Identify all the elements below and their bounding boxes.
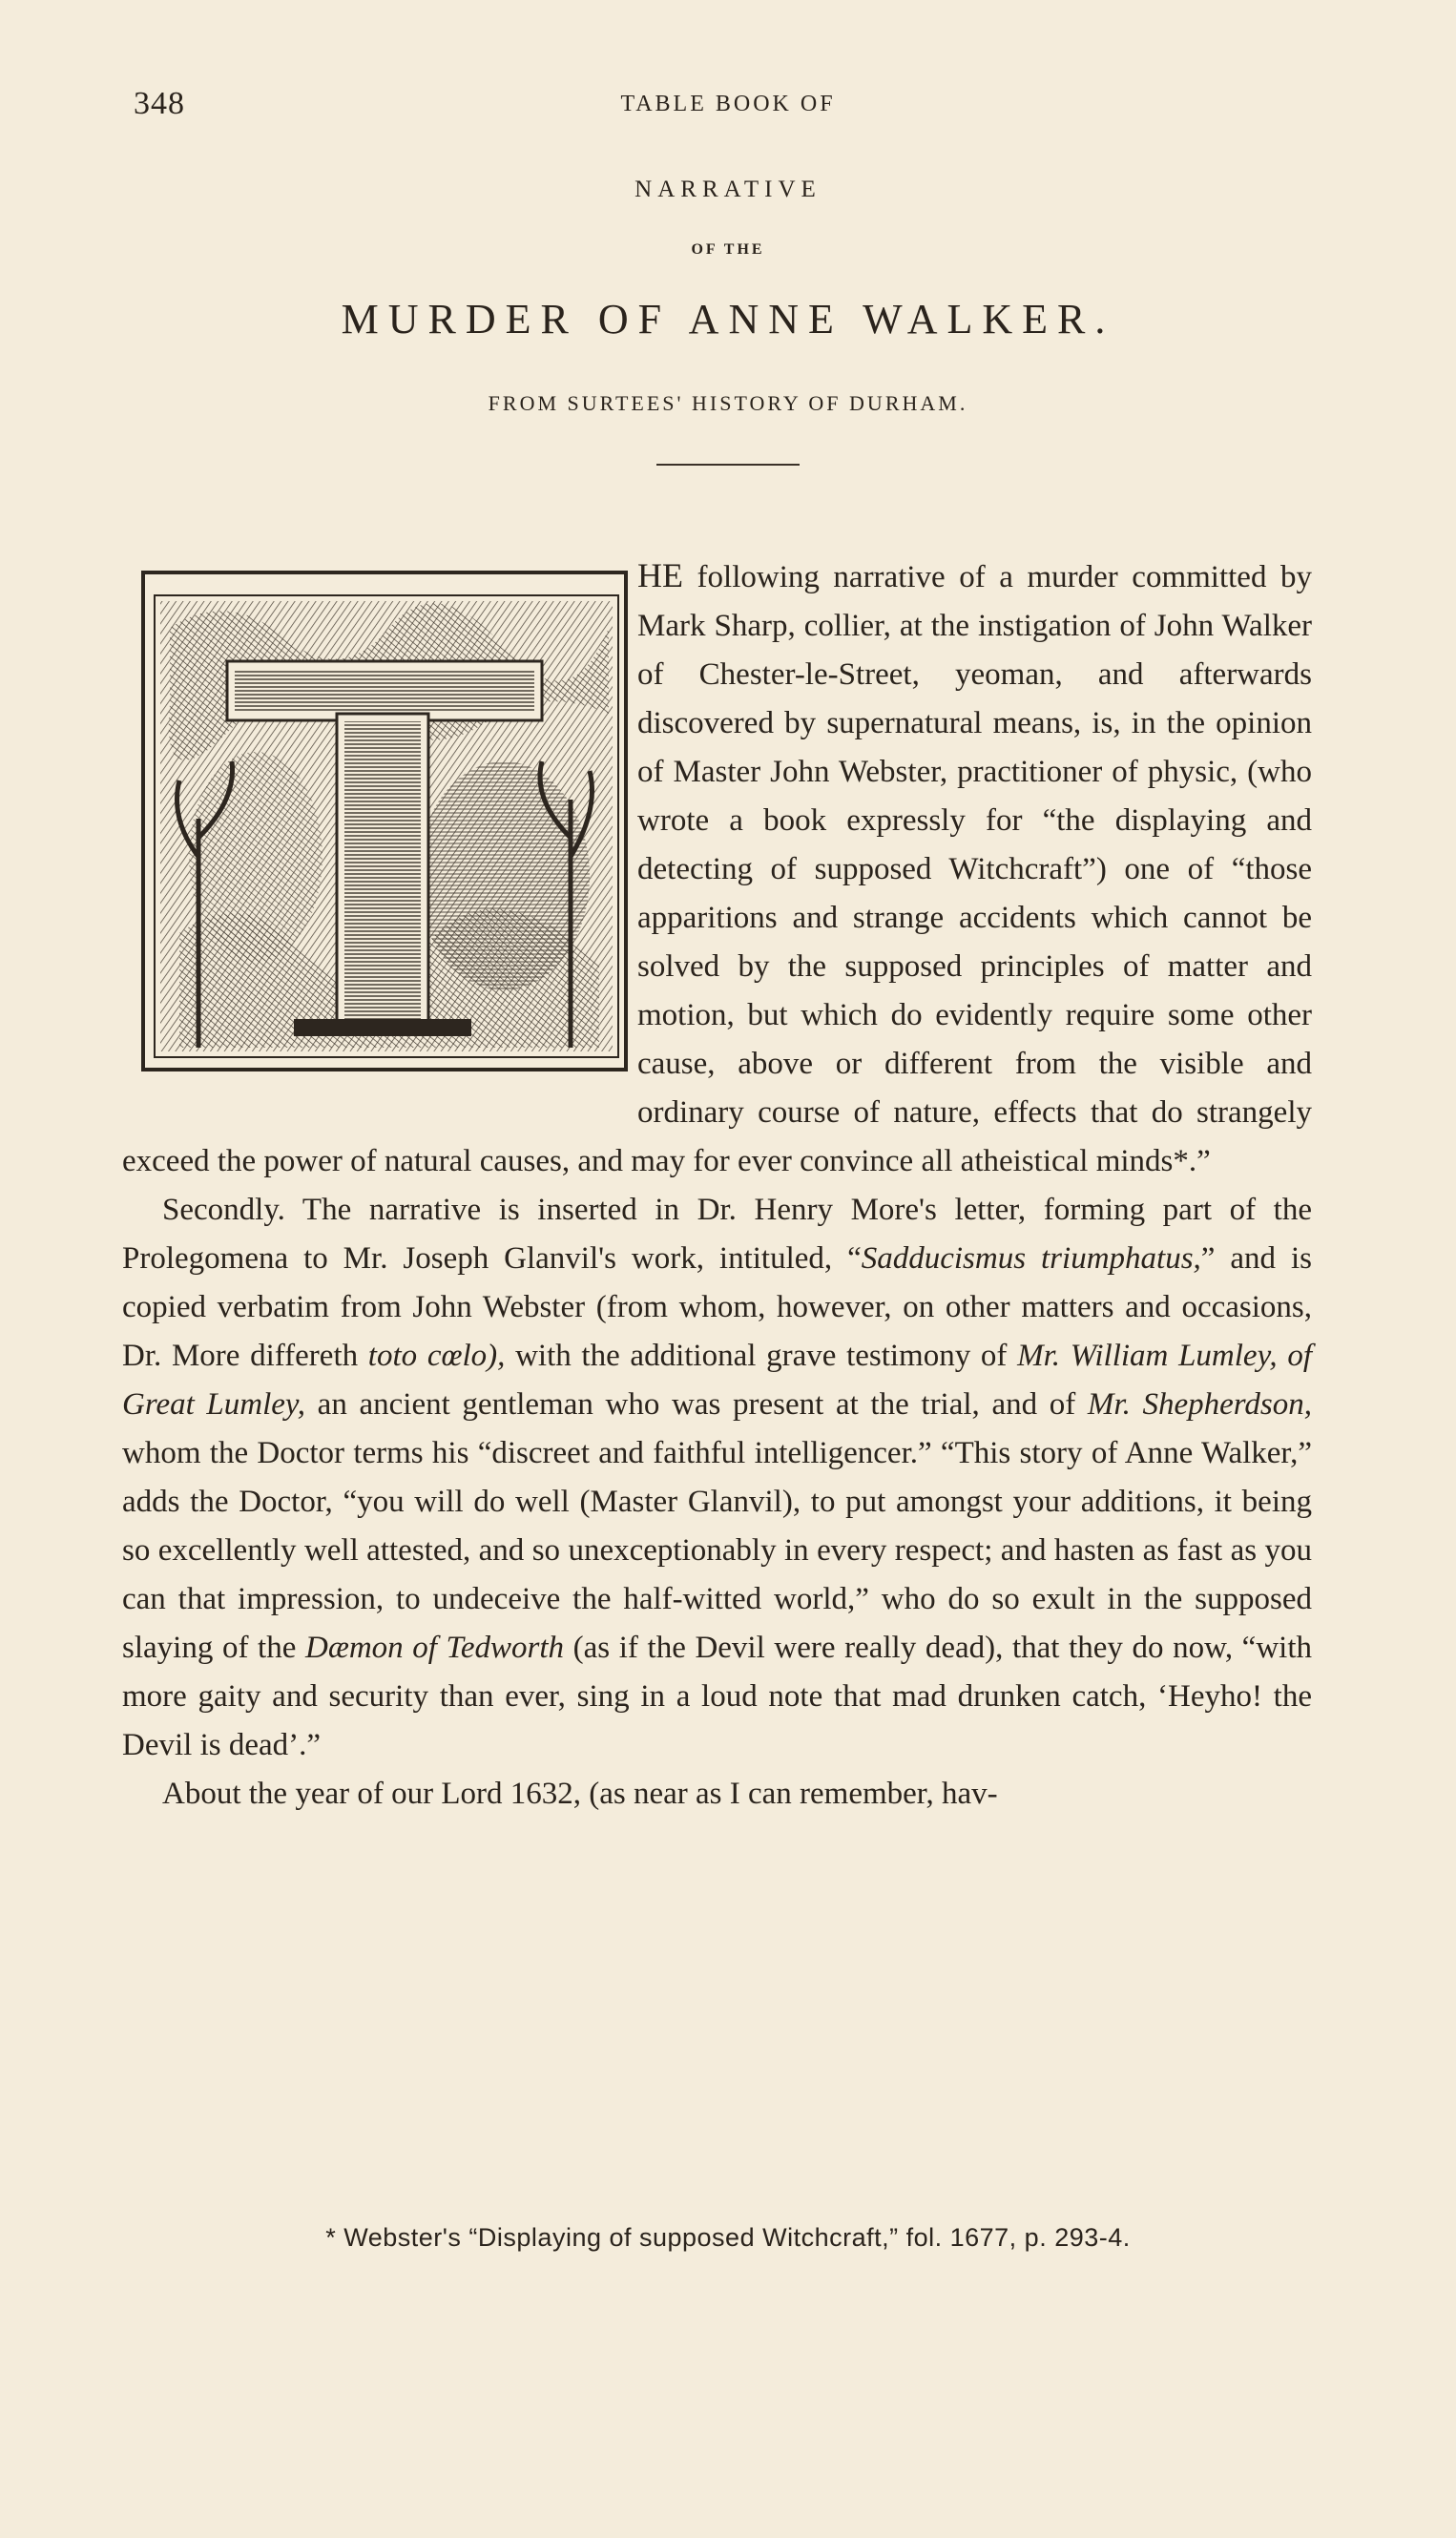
paragraph-1-text: following narrative of a murder committed by Mark Sharp, collier, at the instigation of John Walker of Chester-le-Street, yeoman, and afterwards discovered by supernatural means, is, in the opinion of Master John Webster, practitioner of physic, (who wrote a book expressly for “the displaying and detecting of supposed Witchcraft”) one of “those apparitions and strange accidents which cannot be solved by the supposed principles of matter and motion, but which do evidently require some other cause, above or different from the visible and ordinary course of nature, effects that do strangely exceed the power of natural causes, and may for ever convince all atheistical minds*.” (122, 560, 1312, 1178)
italic-title: Sadducismus triumphatus, (861, 1241, 1201, 1276)
running-head: TABLE BOOK OF (620, 92, 836, 116)
page-header (134, 86, 1322, 124)
drop-cap-continuation: HE (637, 556, 683, 594)
italic-phrase: Dæmon of Tedworth (304, 1631, 565, 1665)
drop-cap-spacer (122, 551, 637, 1095)
paragraph-2 (122, 1186, 1312, 1770)
title-narrative: NARRATIVE (634, 177, 822, 202)
italic-name: Mr. Shepherdson, (1087, 1387, 1313, 1422)
paragraph-2-text: with the additional grave testimony of (505, 1339, 1018, 1373)
page-title: MURDER OF ANNE WALKER. (341, 296, 1115, 343)
footnote: * Webster's “Displaying of supposed Witchcraft,” fol. 1677, p. 293-4. (325, 2223, 1131, 2252)
page-number: 348 (134, 86, 185, 121)
paragraph-2-text: Secondly. The narrative is inserted in Dr. Henry More's letter, forming part of the Prolegomena to Mr. Joseph Glanvil's work, intituled, “ (122, 1193, 1312, 1276)
paragraph-3: About the year of our Lord 1632, (as near as I can remember, hav- (162, 1777, 998, 1811)
title-divider (656, 464, 800, 466)
paragraph-2-text: (as if the Devil were really dead), that they do now, “with more gaity and security than ever, sing in a loud note that mad drunken catch, ‘Heyho! the Devil is dead’.” (122, 1631, 1312, 1762)
paragraph-2-text: whom the Doctor terms his “discreet and faithful intelligencer.” “This story of Anne Walker,” adds the Doctor, “you will do well (Master Glanvil), to put amongst your additions, it being so excellently well attested, and so unexceptionably in every respect; and hasten as fast as you can that impression, to undeceive the half-witted world,” who do so exult in the supposed slaying of the (122, 1436, 1312, 1665)
title-block (0, 177, 1456, 466)
body-text (122, 551, 1312, 1819)
italic-phrase: toto cœlo), (367, 1339, 506, 1373)
paragraph-2-text: ” and is copied verbatim from John Webster (from whom, however, on other matters and occasions, Dr. More differeth (122, 1241, 1312, 1373)
paragraph-2-text: an ancient gentleman who was present at the trial, and of (305, 1387, 1088, 1422)
italic-name: Mr. William Lumley, of Great Lumley, (122, 1339, 1312, 1422)
title-of-the: OF THE (691, 241, 765, 258)
title-source: FROM SURTEES' HISTORY OF DURHAM. (488, 391, 968, 415)
